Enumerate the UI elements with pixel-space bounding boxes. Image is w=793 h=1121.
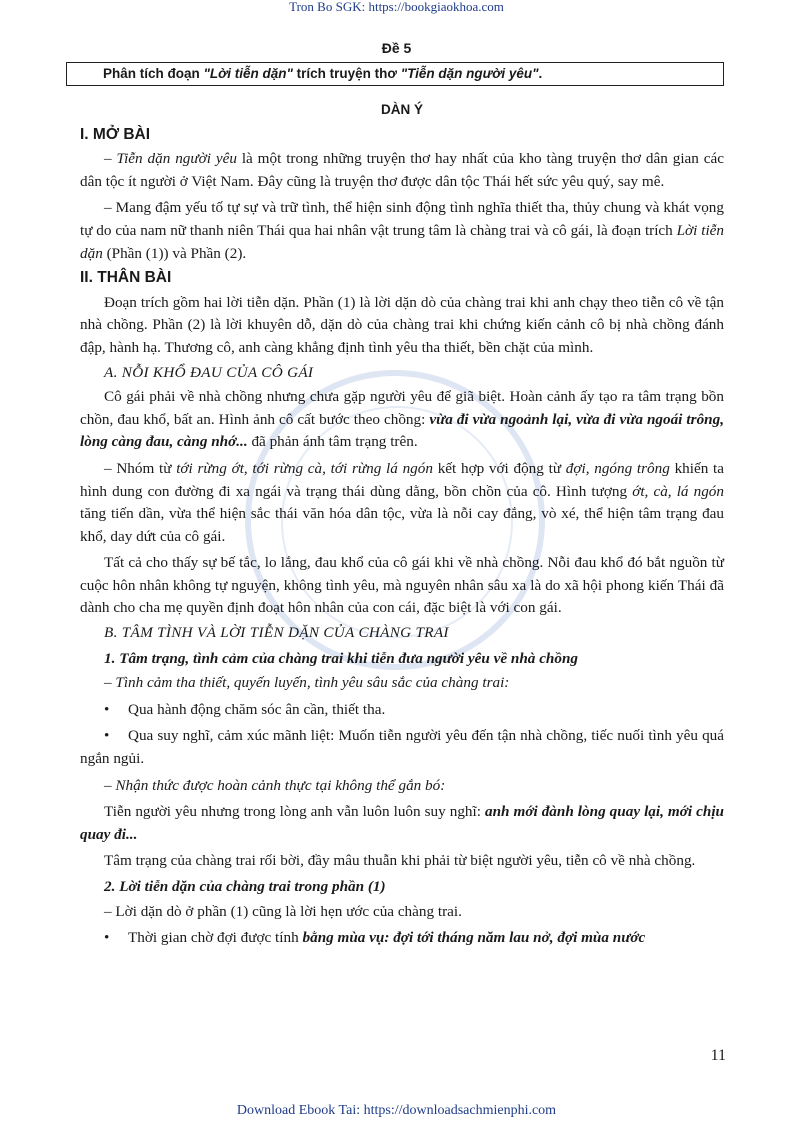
topic-suffix: . bbox=[538, 66, 543, 81]
section-body-heading: II. THÂN BÀI bbox=[80, 269, 172, 287]
part-b-sub1-dash-2: – Nhận thức được hoàn cảnh thực tại không thể gắn bó: bbox=[104, 776, 446, 794]
part-b-sub1-paragraph-2: Tâm trạng của chàng trai rối bời, đầy mâu thuẫn khi phải từ biệt người yêu, tiễn cô về nhà chồng. bbox=[104, 852, 696, 870]
document-body bbox=[80, 99, 724, 950]
intro-paragraph-1: – Tiễn dặn người yêu là một trong những truyện thơ hay nhất của kho tàng truyện thơ dân gian các dân tộc ít người ở Việt Nam. Đây cũng là truyện thơ được dân tộc Thái hết sức yêu quý, say mê. bbox=[80, 150, 724, 190]
part-b-sub1-dash-1: – Tình cảm tha thiết, quyến luyến, tình yêu sâu sắc của chàng trai: bbox=[104, 674, 510, 692]
intro-paragraph-2: – Mang đậm yếu tố tự sự và trữ tình, thể hiện sinh động tình nghĩa thiết tha, thủy chung và khát vọng tự do của nam nữ thanh niên Thái qua hai nhân vật trung tâm là chàng trai và cô gái, là đoạn trích Lời tiễn dặn (Phần (1)) và Phần (2). bbox=[80, 199, 724, 262]
part-a-heading: A. NỖI KHỔ ĐAU CỦA CÔ GÁI bbox=[104, 363, 314, 381]
header-download-link[interactable]: Tron Bo SGK: https://bookgiaokhoa.com bbox=[289, 0, 504, 14]
part-b-sub1-bullet-2: • Qua suy nghĩ, cảm xúc mãnh liệt: Muốn tiễn người yêu đến tận nhà chồng, tiếc nuối tình yêu quá ngắn ngủi. bbox=[80, 727, 724, 768]
exam-number-title: Đề 5 bbox=[381, 40, 412, 56]
part-b-sub2-bullet-1: • Thời gian chờ đợi được tính bằng mùa vụ: đợi tới tháng năm lau nở, đợi mùa nước bbox=[104, 929, 646, 947]
part-a-paragraph-3: Tất cả cho thấy sự bế tắc, lo lắng, đau khổ của cô gái khi về nhà chồng. Nỗi đau khổ đó bắt nguồn từ cuộc hôn nhân không tự nguyện, không tình yêu, mà nguyên nhân sâu xa là do xã hội phong kiến Thái đã dành cho cha mẹ quyền định đoạt hôn nhân của con cái, đặc biệt là với con gái. bbox=[80, 554, 724, 617]
topic-middle: trích truyện thơ bbox=[292, 66, 401, 81]
section-intro-heading: I. MỞ BÀI bbox=[80, 125, 151, 143]
body-intro-paragraph: Đoạn trích gồm hai lời tiễn dặn. Phần (1) là lời dặn dò của chàng trai khi anh chạy theo tiễn cô về tận nhà chồng. Phần (2) là lời khuyên dỗ, dặn dò của chàng trai khi chứng kiến cảnh cô bị nhà chồng đánh đập, hành hạ. Thương cô, anh càng khẳng định tình yêu tha thiết, bền chặt của mình. bbox=[80, 293, 724, 356]
part-b-sub1-paragraph-1: Tiễn người yêu nhưng trong lòng anh vẫn luôn luôn suy nghĩ: anh mới đành lòng quay lại, mới chịu quay đi... bbox=[80, 803, 724, 843]
topic-prefix: Phân tích đoạn bbox=[103, 66, 204, 81]
topic-box bbox=[66, 62, 724, 86]
footer-download-link[interactable]: Download Ebook Tai: https://downloadsachmienphi.com bbox=[236, 1103, 557, 1118]
part-b-sub2-heading: 2. Lời tiễn dặn của chàng trai trong phần (1) bbox=[104, 878, 386, 895]
part-a-paragraph-1: Cô gái phải về nhà chồng nhưng chưa gặp người yêu để giã biệt. Hoàn cảnh ấy tạo ra tâm trạng bồn chồn, đau khổ, bất an. Hình ảnh cô cất bước theo chồng: vừa đi vừa ngoảnh lại, vừa đi vừa ngoái trông, lòng càng đau, càng nhớ... đã phản ánh tâm trạng trên. bbox=[80, 388, 724, 451]
part-a-paragraph-2: – Nhóm từ tới rừng ớt, tới rừng cà, tới rừng lá ngón kết hợp với động từ đợi, ngóng trông khiến ta hình dung con đường đi xa ngái và trạng thái dùng dằng, bồn chồn của cô. Hình tượng ớt, cà, lá ngón tăng tiến dần, vừa thể hiện sắc thái văn hóa dân tộc, vừa là nỗi cay đắng, vò xé, thể hiện tâm trạng đau khổ, day dứt của cô gái. bbox=[80, 459, 724, 545]
part-b-heading: B. TÂM TÌNH VÀ LỜI TIỄN DẶN CỦA CHÀNG TRAI bbox=[104, 624, 449, 642]
outline-heading: DÀN Ý bbox=[380, 102, 423, 117]
topic-quote-excerpt: "Lời tiễn dặn" bbox=[203, 66, 293, 81]
part-b-sub1-heading: 1. Tâm trạng, tình cảm của chàng trai khi tiễn đưa người yêu về nhà chồng bbox=[104, 649, 579, 667]
part-b-sub1-bullet-1: • Qua hành động chăm sóc ân cần, thiết tha. bbox=[104, 700, 386, 718]
topic-quote-work: "Tiễn dặn người yêu" bbox=[400, 66, 539, 81]
page-number: 11 bbox=[710, 1047, 726, 1064]
part-b-sub2-dash-1: – Lời dặn dò ở phần (1) cũng là lời hẹn ước của chàng trai. bbox=[104, 902, 462, 920]
